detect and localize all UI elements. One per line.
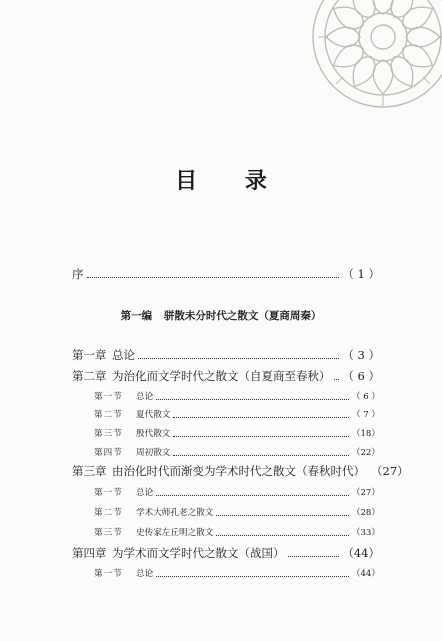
- toc-entry-title: 夏代散文: [136, 410, 171, 420]
- toc-entry-title: 总论: [112, 348, 135, 362]
- section-number: 第一节: [94, 392, 123, 402]
- toc-entry-title: 总论: [136, 569, 154, 579]
- toc-entry-chapter[interactable]: [72, 545, 380, 561]
- toc-entry-page: （22）: [351, 448, 380, 458]
- leader-dots: [138, 357, 339, 359]
- leader-dots: [288, 555, 340, 557]
- section-number: 第二节: [94, 508, 123, 518]
- leader-dots: [87, 276, 340, 278]
- toc-entry-title: 殷代散文: [136, 429, 171, 439]
- part-title: 骈散未分时代之散文（夏商周秦）: [163, 310, 322, 322]
- leader-dots: [334, 378, 340, 380]
- toc-entry-title: 为治化而文学时代之散文（自夏商至春秋）: [112, 369, 331, 383]
- part-heading: [0, 308, 442, 323]
- toc-entry-page: （18）: [351, 429, 380, 439]
- page-title: 目 录: [175, 169, 287, 194]
- section-number: 第三节: [94, 528, 123, 538]
- toc-entry-section[interactable]: [94, 446, 380, 458]
- toc-entry-chapter[interactable]: [72, 368, 380, 384]
- leader-dots: [173, 454, 348, 456]
- toc-entry-title: 学术大师孔老之散文: [136, 508, 214, 518]
- chapter-number: 第一章: [72, 348, 107, 362]
- section-number: 第三节: [94, 429, 123, 439]
- leader-dots: [156, 494, 349, 496]
- floral-ornament-icon: [308, 0, 442, 112]
- leader-dots: [216, 514, 349, 516]
- section-number: 第一节: [94, 488, 123, 498]
- toc-entry-title: 总论: [136, 392, 154, 402]
- toc-entry-title: 由治化时代而渐变为学术时代之散文（春秋时代）: [112, 464, 365, 478]
- section-number: 第一节: [94, 569, 123, 579]
- toc-entry-page: （33）: [351, 528, 380, 538]
- toc-entry-page: （44）: [342, 546, 380, 560]
- leader-dots: [173, 416, 348, 418]
- chapter-number: 第四章: [72, 546, 107, 560]
- toc-entry-page: （ 6 ）: [342, 369, 380, 383]
- toc-entry-page: （ 1 ）: [342, 267, 380, 281]
- toc-entry-chapter[interactable]: [72, 463, 409, 479]
- toc-entry-preface[interactable]: [72, 266, 380, 282]
- leader-dots: [156, 398, 349, 400]
- toc-entry-page: （ 6 ）: [351, 392, 380, 402]
- toc-entry-page: （ 3 ）: [342, 348, 380, 362]
- toc-entry-page: （28）: [351, 508, 380, 518]
- toc-entry-title: 为学术而文学时代之散文（战国）: [112, 546, 285, 560]
- toc-entry-page: （44）: [351, 569, 380, 579]
- toc-entry-page: （27）: [351, 488, 380, 498]
- toc-entry-section[interactable]: [94, 390, 380, 402]
- toc-entry-section[interactable]: [94, 427, 380, 439]
- chapter-number: 第三章: [72, 464, 107, 478]
- chapter-number: 第二章: [72, 369, 107, 383]
- toc-entry-title: 周初散文: [136, 448, 171, 458]
- toc-entry-section[interactable]: [94, 486, 380, 498]
- toc-entry-chapter[interactable]: [72, 347, 380, 363]
- section-number: 第二节: [94, 410, 123, 420]
- toc-entry-page: （ 7 ）: [351, 410, 380, 420]
- toc-entry-section[interactable]: [94, 567, 380, 579]
- part-number: 第一编: [120, 310, 153, 322]
- section-number: 第四节: [94, 448, 123, 458]
- leader-dots: [216, 534, 349, 536]
- toc-entry-title: 总论: [136, 488, 154, 498]
- toc-entry-section[interactable]: [94, 526, 380, 538]
- leader-dots: [173, 435, 348, 437]
- leader-dots: [156, 575, 349, 577]
- toc-entry-section[interactable]: [94, 408, 380, 420]
- toc-entry-page: （27）: [371, 464, 409, 478]
- toc-entry-section[interactable]: [94, 506, 380, 518]
- toc-entry-title: 史传家左丘明之散文: [136, 528, 214, 538]
- toc-entry-title: 序: [72, 267, 84, 281]
